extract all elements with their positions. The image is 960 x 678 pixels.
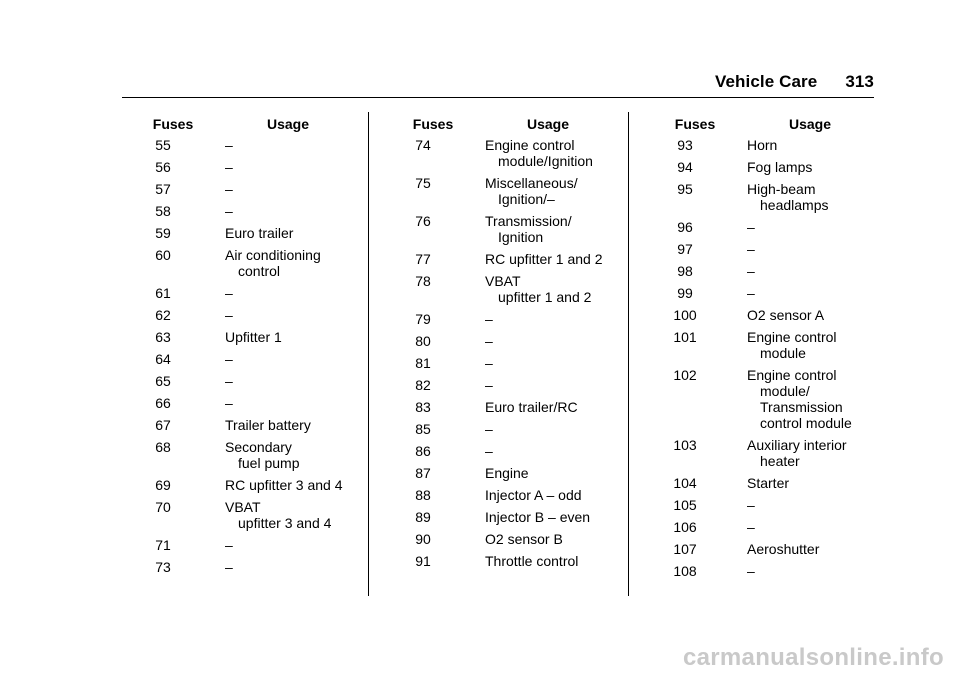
usage-line: – — [747, 563, 755, 579]
fuse-number: 97 — [677, 241, 693, 257]
fuse-usage — [715, 475, 885, 491]
fuse-usage — [193, 417, 363, 433]
usage-line: – — [225, 285, 233, 301]
fuse-column-3 — [655, 116, 885, 585]
fuse-number: 100 — [673, 307, 697, 323]
fuse-number: 108 — [673, 563, 697, 579]
table-row — [133, 247, 363, 279]
table-row — [393, 273, 623, 305]
fuse-usage — [193, 247, 363, 279]
fuse-usage — [193, 225, 363, 241]
fuse-number: 89 — [415, 509, 431, 525]
usage-line: fuel pump — [238, 455, 300, 471]
fuse-usage — [453, 399, 623, 415]
usage-line: – — [485, 333, 493, 349]
usage-line: module/Ignition — [498, 153, 593, 169]
fuse-number: 56 — [155, 159, 171, 175]
fuse-usage — [453, 311, 623, 327]
fuse-usage — [453, 333, 623, 349]
usage-line: Euro trailer/RC — [485, 399, 578, 415]
fuse-usage — [715, 437, 885, 469]
usage-line: – — [747, 285, 755, 301]
table-row — [393, 355, 623, 371]
usage-line: – — [225, 537, 233, 553]
table-row — [133, 537, 363, 553]
table-row — [655, 307, 885, 323]
fuse-usage — [453, 443, 623, 459]
usage-line: – — [225, 395, 233, 411]
fuse-number: 65 — [155, 373, 171, 389]
fuse-usage — [453, 531, 623, 547]
fuse-usage — [193, 537, 363, 553]
usage-line: – — [485, 377, 493, 393]
table-row — [133, 499, 363, 531]
header-fuses: Fuses — [412, 116, 454, 132]
usage-line: O2 sensor B — [485, 531, 563, 547]
fuse-number: 98 — [677, 263, 693, 279]
usage-line: – — [225, 203, 233, 219]
fuse-number: 102 — [673, 367, 697, 383]
fuse-usage — [453, 213, 623, 245]
table-row — [133, 137, 363, 153]
usage-line: RC upfitter 3 and 4 — [225, 477, 343, 493]
fuse-usage — [715, 137, 885, 153]
usage-line: High-beam — [747, 181, 816, 197]
page-header — [715, 72, 874, 92]
table-row — [393, 175, 623, 207]
usage-line: heater — [760, 453, 800, 469]
usage-line: – — [225, 159, 233, 175]
fuse-usage — [193, 373, 363, 389]
table-row — [655, 329, 885, 361]
fuse-number: 58 — [155, 203, 171, 219]
fuse-number: 104 — [673, 475, 697, 491]
fuse-number: 73 — [155, 559, 171, 575]
fuse-number: 66 — [155, 395, 171, 411]
fuse-usage — [715, 159, 885, 175]
table-row — [393, 421, 623, 437]
table-row — [393, 377, 623, 393]
table-row — [655, 241, 885, 257]
table-row — [655, 137, 885, 153]
fuse-number: 83 — [415, 399, 431, 415]
fuse-usage — [193, 307, 363, 323]
fuse-usage — [715, 241, 885, 257]
usage-line: Starter — [747, 475, 790, 491]
table-row — [655, 475, 885, 491]
fuse-number: 101 — [673, 329, 697, 345]
table-row — [133, 329, 363, 345]
fuse-number: 105 — [673, 497, 697, 513]
fuse-usage — [193, 395, 363, 411]
fuse-number: 62 — [155, 307, 171, 323]
fuse-column-1 — [133, 116, 363, 581]
fuse-usage — [453, 273, 623, 305]
table-row — [655, 367, 885, 431]
table-row — [393, 553, 623, 569]
table-row — [133, 203, 363, 219]
fuse-number: 93 — [677, 137, 693, 153]
fuse-column-2 — [393, 116, 623, 575]
usage-line: – — [485, 443, 493, 459]
usage-line: – — [747, 497, 755, 513]
usage-line: Trailer battery — [225, 417, 311, 433]
usage-line: upfitter 1 and 2 — [498, 289, 592, 305]
table-header — [655, 116, 885, 132]
column-divider — [368, 112, 369, 596]
fuse-usage — [193, 439, 363, 471]
table-row — [133, 307, 363, 323]
usage-line: – — [225, 559, 233, 575]
header-fuses: Fuses — [152, 116, 194, 132]
usage-line: Miscellaneous/ — [485, 175, 578, 191]
table-row — [393, 487, 623, 503]
usage-line: Horn — [747, 137, 778, 153]
fuse-number: 69 — [155, 477, 171, 493]
fuse-usage — [453, 355, 623, 371]
fuse-number: 76 — [415, 213, 431, 229]
fuse-number: 95 — [677, 181, 693, 197]
usage-line: – — [225, 373, 233, 389]
usage-line: RC upfitter 1 and 2 — [485, 251, 603, 267]
usage-line: – — [485, 311, 493, 327]
fuse-usage — [453, 251, 623, 267]
fuse-usage — [715, 219, 885, 235]
table-row — [393, 399, 623, 415]
fuse-number: 74 — [415, 137, 431, 153]
usage-line: Euro trailer — [225, 225, 294, 241]
usage-line: VBAT — [225, 499, 261, 515]
usage-line: – — [225, 137, 233, 153]
fuse-number: 90 — [415, 531, 431, 547]
fuse-number: 59 — [155, 225, 171, 241]
table-header — [133, 116, 363, 132]
table-row — [655, 519, 885, 535]
fuse-number: 77 — [415, 251, 431, 267]
fuse-number: 86 — [415, 443, 431, 459]
fuse-usage — [715, 497, 885, 513]
fuse-usage — [453, 509, 623, 525]
usage-line: Fog lamps — [747, 159, 813, 175]
usage-line: Engine control — [485, 137, 575, 153]
table-row — [133, 181, 363, 197]
fuse-number: 106 — [673, 519, 697, 535]
fuse-usage — [715, 329, 885, 361]
usage-line: module/ — [760, 383, 810, 399]
fuse-usage — [715, 367, 885, 431]
table-row — [655, 497, 885, 513]
fuse-usage — [453, 137, 623, 169]
section-title: Vehicle Care — [715, 72, 818, 91]
fuse-number: 87 — [415, 465, 431, 481]
fuse-usage — [193, 203, 363, 219]
fuse-number: 71 — [155, 537, 171, 553]
usage-line: – — [747, 219, 755, 235]
fuse-number: 78 — [415, 273, 431, 289]
usage-line: – — [225, 351, 233, 367]
usage-line: headlamps — [760, 197, 829, 213]
usage-line: Transmission — [760, 399, 843, 415]
fuse-number: 68 — [155, 439, 171, 455]
fuse-usage — [193, 477, 363, 493]
table-row — [655, 285, 885, 301]
usage-line: Transmission/ — [485, 213, 572, 229]
header-usage: Usage — [527, 116, 570, 132]
usage-line: Secondary — [225, 439, 292, 455]
fuse-number: 80 — [415, 333, 431, 349]
usage-line: Aeroshutter — [747, 541, 820, 557]
fuse-number: 67 — [155, 417, 171, 433]
usage-line: – — [747, 241, 755, 257]
fuse-usage — [715, 307, 885, 323]
fuse-usage — [193, 285, 363, 301]
table-row — [655, 563, 885, 579]
fuse-usage — [715, 285, 885, 301]
page-number: 313 — [845, 72, 874, 91]
usage-line: Throttle control — [485, 553, 579, 569]
table-row — [133, 559, 363, 575]
fuse-usage — [453, 553, 623, 569]
fuse-number: 96 — [677, 219, 693, 235]
table-row — [133, 351, 363, 367]
table-header — [393, 116, 623, 132]
header-usage: Usage — [789, 116, 832, 132]
table-row — [133, 159, 363, 175]
usage-line: Injector B – even — [485, 509, 591, 525]
fuse-number: 82 — [415, 377, 431, 393]
fuse-number: 79 — [415, 311, 431, 327]
table-row — [655, 181, 885, 213]
header-fuses: Fuses — [674, 116, 716, 132]
table-row — [655, 219, 885, 235]
fuse-usage — [715, 181, 885, 213]
fuse-number: 91 — [415, 553, 431, 569]
usage-line: Engine — [485, 465, 529, 481]
fuse-usage — [453, 487, 623, 503]
table-row — [133, 225, 363, 241]
usage-line: – — [225, 181, 233, 197]
table-row — [393, 465, 623, 481]
usage-line: VBAT — [485, 273, 521, 289]
table-row — [133, 417, 363, 433]
fuse-number: 55 — [155, 137, 171, 153]
usage-line: – — [225, 307, 233, 323]
fuse-number: 64 — [155, 351, 171, 367]
fuse-usage — [453, 421, 623, 437]
table-row — [393, 251, 623, 267]
table-row — [393, 443, 623, 459]
fuse-number: 88 — [415, 487, 431, 503]
table-row — [393, 213, 623, 245]
usage-line: Auxiliary interior — [747, 437, 847, 453]
usage-line: – — [747, 263, 755, 279]
table-row — [393, 531, 623, 547]
table-row — [655, 159, 885, 175]
table-row — [393, 333, 623, 349]
fuse-usage — [193, 181, 363, 197]
fuse-number: 99 — [677, 285, 693, 301]
fuse-number: 107 — [673, 541, 697, 557]
fuse-number: 85 — [415, 421, 431, 437]
usage-line: control — [238, 263, 281, 279]
usage-line: Engine control — [747, 329, 837, 345]
usage-line: – — [747, 519, 755, 535]
fuse-number: 81 — [415, 355, 431, 371]
fuse-number: 63 — [155, 329, 171, 345]
fuse-number: 70 — [155, 499, 171, 515]
fuse-number: 60 — [155, 247, 171, 263]
fuse-usage — [715, 541, 885, 557]
usage-line: – — [485, 355, 493, 371]
usage-line: control module — [760, 415, 852, 431]
usage-line: – — [485, 421, 493, 437]
usage-line: Ignition/– — [498, 191, 555, 207]
fuse-usage — [453, 377, 623, 393]
fuse-number: 94 — [677, 159, 693, 175]
fuse-usage — [193, 499, 363, 531]
column-divider — [628, 112, 629, 596]
fuse-usage — [193, 351, 363, 367]
usage-line: upfitter 3 and 4 — [238, 515, 332, 531]
fuse-number: 103 — [673, 437, 697, 453]
usage-line: Ignition — [498, 229, 544, 245]
header-usage: Usage — [267, 116, 310, 132]
fuse-number: 75 — [415, 175, 431, 191]
usage-line: Air conditioning — [225, 247, 321, 263]
fuse-usage — [193, 329, 363, 345]
usage-line: Upfitter 1 — [225, 329, 282, 345]
table-row — [133, 373, 363, 389]
fuse-usage — [193, 159, 363, 175]
table-row — [393, 137, 623, 169]
usage-line: O2 sensor A — [747, 307, 825, 323]
fuse-number: 61 — [155, 285, 171, 301]
table-row — [133, 395, 363, 411]
table-row — [133, 439, 363, 471]
fuse-usage — [715, 563, 885, 579]
usage-line: Engine control — [747, 367, 837, 383]
fuse-usage — [453, 175, 623, 207]
fuse-usage — [193, 137, 363, 153]
usage-line: Injector A – odd — [485, 487, 582, 503]
fuse-usage — [715, 263, 885, 279]
table-row — [655, 541, 885, 557]
table-row — [393, 311, 623, 327]
table-row — [133, 285, 363, 301]
table-row — [655, 263, 885, 279]
table-row — [655, 437, 885, 469]
header-rule — [122, 97, 874, 98]
table-row — [393, 509, 623, 525]
fuse-usage — [193, 559, 363, 575]
fuse-number: 57 — [155, 181, 171, 197]
table-row — [133, 477, 363, 493]
fuse-usage — [715, 519, 885, 535]
usage-line: module — [760, 345, 806, 361]
watermark: carmanualsonline.info — [682, 644, 944, 671]
fuse-usage — [453, 465, 623, 481]
